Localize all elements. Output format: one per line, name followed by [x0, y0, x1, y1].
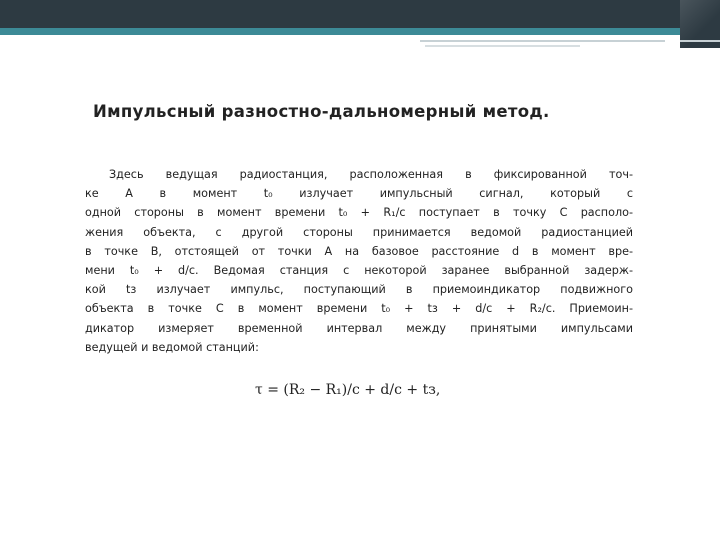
decorative-rule — [680, 40, 720, 42]
text-line: дикатор измеряет временной интервал между принятыми импульсами — [85, 321, 633, 335]
text-line: в точке B, отстоящей от точки A на базовое расстояние d в момент вре- — [85, 244, 633, 258]
text-line: Здесь ведущая радиостанция, расположенная в фиксированной точ- — [109, 168, 633, 181]
formula: τ = (R₂ − R₁)/c + d/c + tз, — [255, 382, 441, 398]
decorative-rule — [420, 40, 665, 42]
text-line: кой tз излучает импульс, поступающий в приемоиндикатор подвижного — [85, 283, 633, 297]
header-bar — [0, 0, 720, 28]
text-line: объекта в точке C в момент времени t₀ + tз + d/c + R₂/c. Приемоин- — [85, 302, 633, 316]
paragraph — [85, 165, 640, 357]
document-body — [85, 102, 640, 357]
document-title: Импульсный разностно-дальномерный метод. — [93, 102, 550, 121]
header-stripe — [0, 28, 720, 35]
decorative-rule — [425, 45, 580, 47]
text-line: жения объекта, с другой стороны принимается ведомой радиостанцией — [85, 225, 633, 239]
text-line: мени t₀ + d/c. Ведомая станция с некоторой заранее выбранной задерж- — [85, 264, 633, 278]
text-line: ведущей и ведомой станций: — [85, 340, 259, 354]
text-line: ке A в момент t₀ излучает импульсный сигнал, который с — [85, 187, 633, 201]
text-line: одной стороны в момент времени t₀ + R₁/c поступает в точку C располо- — [85, 206, 633, 220]
